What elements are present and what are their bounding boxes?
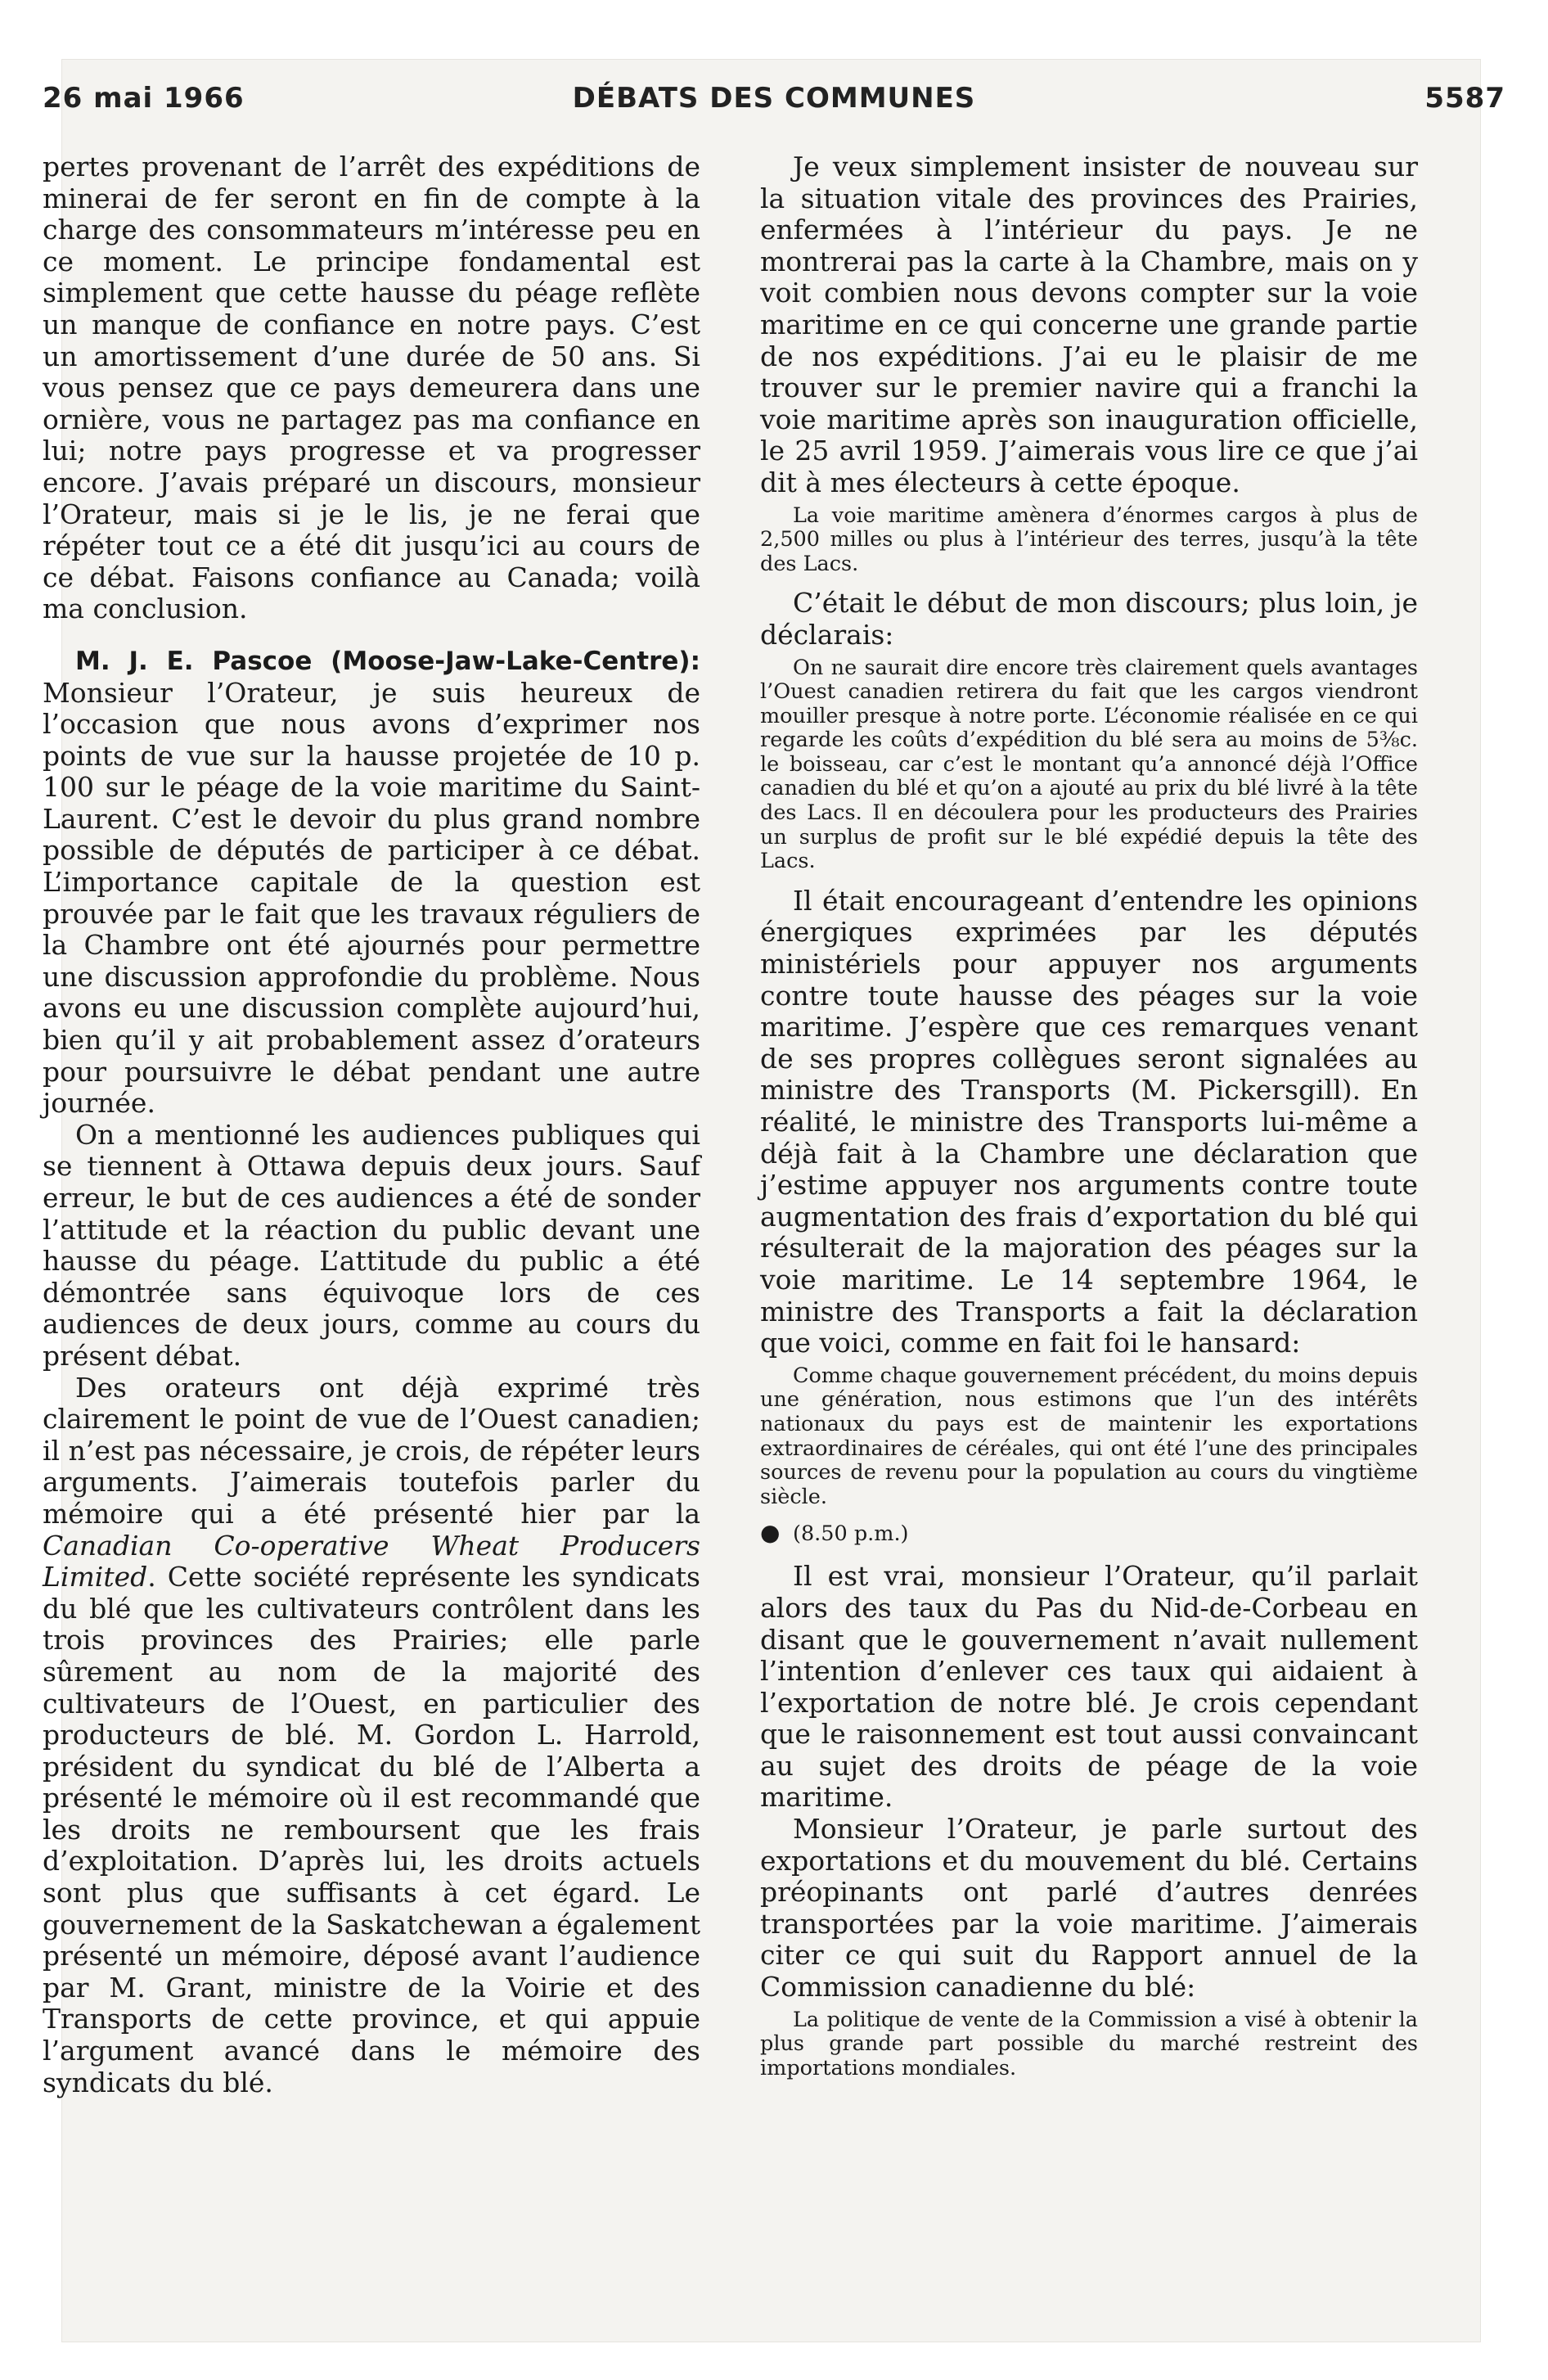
header-date: 26 mai 1966 — [43, 82, 245, 115]
right-paragraph-1: Je veux simplement insister de nouveau sur la situation vitale des provinces des Prairies, enfermées à l’intérieur du pays. Je ne montrerai pas la carte à la Chambre, mais on y voit combien nous devons compter sur la voie maritime en ce qui concerne une grande partie de nos expéditions. J’ai eu le plaisir de me trouver sur le premier navire qui a franchi la voie maritime après son inauguration officielle, le 25 avril 1959. J’aimerais vous lire ce que j’ai dit à mes électeurs à cette époque. — [760, 151, 1418, 498]
timestamp-text: (8.50 p.m.) — [793, 1521, 909, 1547]
left-paragraph-3: On a mentionné les audiences publiques qui se tiennent à Ottawa depuis deux jours. Sauf erreur, le but de ces audiences a été de sonder l’attitude et la réaction du public devant une hausse du péage. L’attitude du public a été démontrée sans équivoque lors de ces audiences de deux jours, comme au cours du présent débat. — [43, 1118, 700, 1372]
quote-2-text: On ne saurait dire encore très clairement quels avantages l’Ouest canadien retirera du fait que les cargos viendront mouiller presque à notre porte. L’économie réalisée en ce qui regarde les coûts d’expédition du blé sera au moins de 5⅜c. le boisseau, car c’est le montant qu’a annoncé déjà l’Office canadien du blé et qu’on a ajouté au prix du blé livré à la tête des Lacs. Il en découlera pour les producteurs des Prairies un surplus de profit sur le blé expédié depuis la tête des Lacs. — [760, 655, 1418, 874]
timestamp — [760, 1521, 1418, 1546]
quote-4-text: La politique de vente de la Commission a visé à obtenir la plus grande part possible du marché restreint des importations mondiales. — [760, 2007, 1418, 2080]
header-title: DÉBATS DES COMMUNES — [572, 82, 976, 115]
bullet-icon: ● — [760, 1519, 781, 1547]
quote-3-text: Comme chaque gouvernement précédent, du moins depuis une génération, nous estimons que l’un des intérêts nationaux du pays est de maintenir les exportations extraordinaires de céréales, qui ont été l’une des principales sources de revenu pour la population au cours du vingtième siècle. — [760, 1363, 1418, 1509]
right-paragraph-2: C’était le début de mon discours; plus loin, je déclarais: — [760, 587, 1418, 651]
left-column — [43, 151, 700, 2098]
right-paragraph-3: Il était encourageant d’entendre les opinions énergiques exprimées par les députés ministériels pour appuyer nos arguments contre toute hausse des péages sur la voie maritime. J’espère que ces remarques venant de ses propres collègues seront signalées au ministre des Transports (M. Pickersgill). En réalité, le ministre des Transports lui-même a déjà fait à la Chambre une déclaration que j’estime appuyer nos arguments contre toute augmentation des frais d’exportation du blé qui résulterait de la majoration des péages sur la voie maritime. Le 14 septembre 1964, le ministre des Transports a fait la déclaration que voici, comme en fait foi le hansard: — [760, 884, 1418, 1359]
right-column — [760, 151, 1418, 2092]
right-paragraph-5: Monsieur l’Orateur, je parle surtout des exportations et du mouvement du blé. Certains préopinants ont parlé d’autres denrées transportées par la voie maritime. J’aimerais citer ce qui suit du Rapport annuel de la Commission canadienne du blé: — [760, 1813, 1418, 2004]
left-paragraph-speaker — [43, 645, 700, 1120]
left-paragraph-4-start: Des orateurs ont déjà exprimé très clairement le point de vue de l’Ouest canadien; il n’est pas nécessaire, je crois, de répéter leurs arguments. J’aimerais toutefois parler du mémoire qui a été présenté hier par la — [43, 1371, 701, 1530]
speaker-name: M. J. E. Pascoe (Moose-Jaw-Lake-Centre): — [75, 646, 700, 676]
left-paragraph-4-organization: Canadian Co-operative Wheat Producers Limited — [43, 1529, 700, 1593]
quote-block-1 — [760, 504, 1418, 577]
left-paragraph-4 — [43, 1373, 700, 2099]
quote-block-4 — [760, 2008, 1418, 2081]
quote-1-text: La voie maritime amènera d’énormes cargos à plus de 2,500 milles ou plus à l’intérieur des terres, jusqu’à la tête des Lacs. — [760, 503, 1418, 576]
right-paragraph-4: Il est vrai, monsieur l’Orateur, qu’il parlait alors des taux du Pas du Nid-de-Corbeau en disant que le gouvernement n’avait nullement l’intention d’enlever ces taux qui aidaient à l’exportation de notre blé. Je crois cependant que le raisonnement est tout aussi convaincant au sujet des droits de péage de la voie maritime. — [760, 1560, 1418, 1814]
left-paragraph-4-end: . Cette société représente les syndicats du blé que les cultivateurs contrôlent dans les trois provinces des Prairies; elle parle sûrement au nom de la majorité des cultivateurs de l’Ouest, en particulier des producteurs de blé. M. Gordon L. Harrold, président du syndicat du blé de l’Alberta a présenté le mémoire où il est recommandé que les droits ne remboursent que les frais d’exploitation. D’après lui, les droits actuels sont plus que suffisants à cet égard. Le gouvernement de la Saskatchewan a également présenté un mémoire, déposé avant l’audience par M. Grant, ministre de la Voirie et des Transports de cette province, et qui appuie l’argument avancé dans le mémoire des syndicats du blé. — [43, 1561, 700, 2098]
header-page-number: 5587 — [1424, 82, 1505, 115]
quote-block-3 — [760, 1364, 1418, 1510]
left-paragraph-1: pertes provenant de l’arrêt des expéditions de minerai de fer seront en fin de compte à la charge des consommateurs m’intéresse peu en ce moment. Le principe fondamental est simplement que cette hausse du péage reflète un manque de confiance en notre pays. C’est un amortissement d’une durée de 50 ans. Si vous pensez que ce pays demeurera dans une ornière, vous ne partagez pas ma confiance en lui; notre pays progresse et va progresser encore. J’avais préparé un discours, monsieur l’Orateur, mais si je le lis, je ne ferai que répéter tout ce a été dit jusqu’ici au cours de ce débat. Faisons confiance au Canada; voilà ma conclusion. — [43, 151, 700, 625]
left-paragraph-2: Monsieur l’Orateur, je suis heureux de l’occasion que nous avons d’exprimer nos points de vue sur la hausse projetée de 10 p. 100 sur le péage de la voie maritime du Saint-Laurent. C’est le devoir du plus grand nombre possible de députés de participer à ce débat. L’importance capitale de la question est prouvée par le fait que les travaux réguliers de la Chambre ont été ajournés pour permettre une discussion approfondie du problème. Nous avons eu une discussion complète aujourd’hui, bien qu’il y ait probablement assez d’orateurs pour poursuivre le débat pendant une autre journée. — [43, 676, 700, 1120]
quote-block-2 — [760, 656, 1418, 874]
